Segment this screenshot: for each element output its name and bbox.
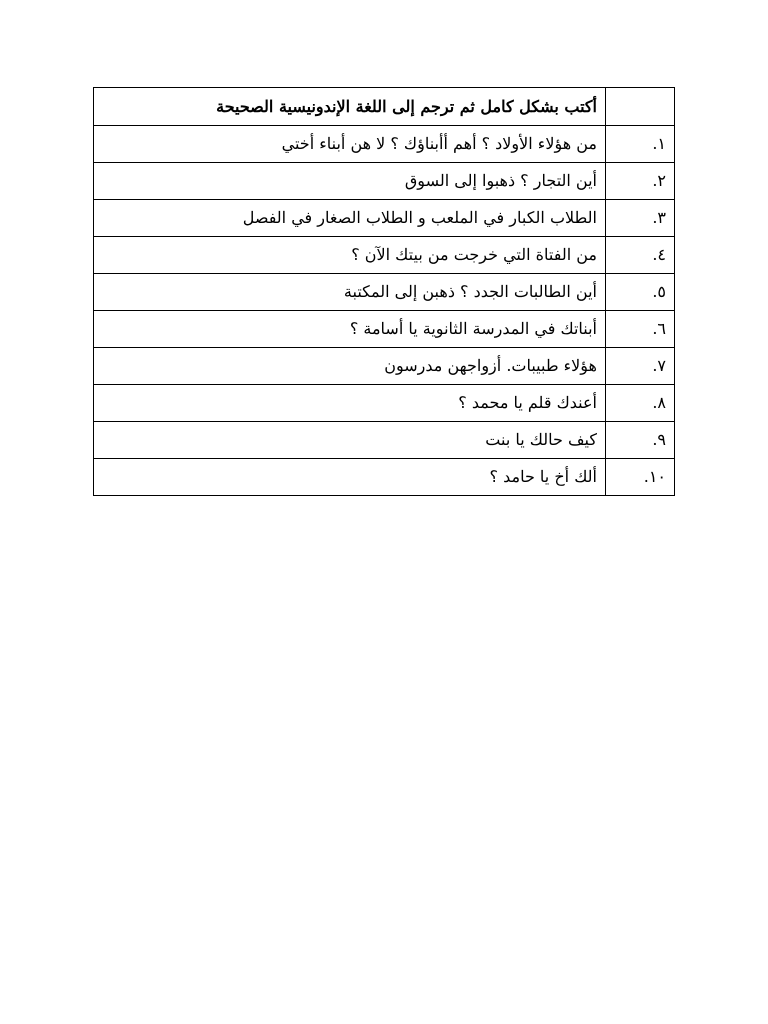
row-number: ٤.: [606, 237, 675, 274]
exercise-row-4: [94, 237, 675, 274]
row-sentence: من هؤلاء الأولاد ؟ أهم أأبناؤك ؟ لا هن أبناء أختي: [94, 126, 606, 163]
row-sentence: الطلاب الكبار في الملعب و الطلاب الصغار في الفصل: [94, 200, 606, 237]
row-number: ٣.: [606, 200, 675, 237]
exercise-row-2: [94, 163, 675, 200]
exercise-row-10: [94, 459, 675, 496]
exercise-row-7: [94, 348, 675, 385]
row-number: ٢.: [606, 163, 675, 200]
row-number: ٨.: [606, 385, 675, 422]
exercise-row-9: [94, 422, 675, 459]
exercise-row-6: [94, 311, 675, 348]
exercise-row-3: [94, 200, 675, 237]
row-sentence: أين الطالبات الجدد ؟ ذهبن إلى المكتبة: [94, 274, 606, 311]
row-number: ١٠.: [606, 459, 675, 496]
row-number: ١.: [606, 126, 675, 163]
worksheet: [93, 87, 675, 496]
row-sentence: من الفتاة التي خرجت من بيتك الآن ؟: [94, 237, 606, 274]
row-number: ٥.: [606, 274, 675, 311]
row-sentence: أبناتك في المدرسة الثانوية يا أسامة ؟: [94, 311, 606, 348]
exercise-row-8: [94, 385, 675, 422]
row-number: ٧.: [606, 348, 675, 385]
exercise-row-1: [94, 126, 675, 163]
row-sentence: أعندك قلم يا محمد ؟: [94, 385, 606, 422]
row-sentence: أين التجار ؟ ذهبوا إلى السوق: [94, 163, 606, 200]
instruction-row: [94, 88, 675, 126]
exercise-row-5: [94, 274, 675, 311]
header-number-cell: [606, 88, 675, 126]
exercise-table: [93, 87, 675, 496]
row-number: ٩.: [606, 422, 675, 459]
row-number: ٦.: [606, 311, 675, 348]
instruction-text: أكتب بشكل كامل ثم ترجم إلى اللغة الإندونيسية الصحيحة: [94, 88, 606, 126]
row-sentence: كيف حالك يا بنت: [94, 422, 606, 459]
row-sentence: هؤلاء طبيبات. أزواجهن مدرسون: [94, 348, 606, 385]
row-sentence: ألك أخ يا حامد ؟: [94, 459, 606, 496]
